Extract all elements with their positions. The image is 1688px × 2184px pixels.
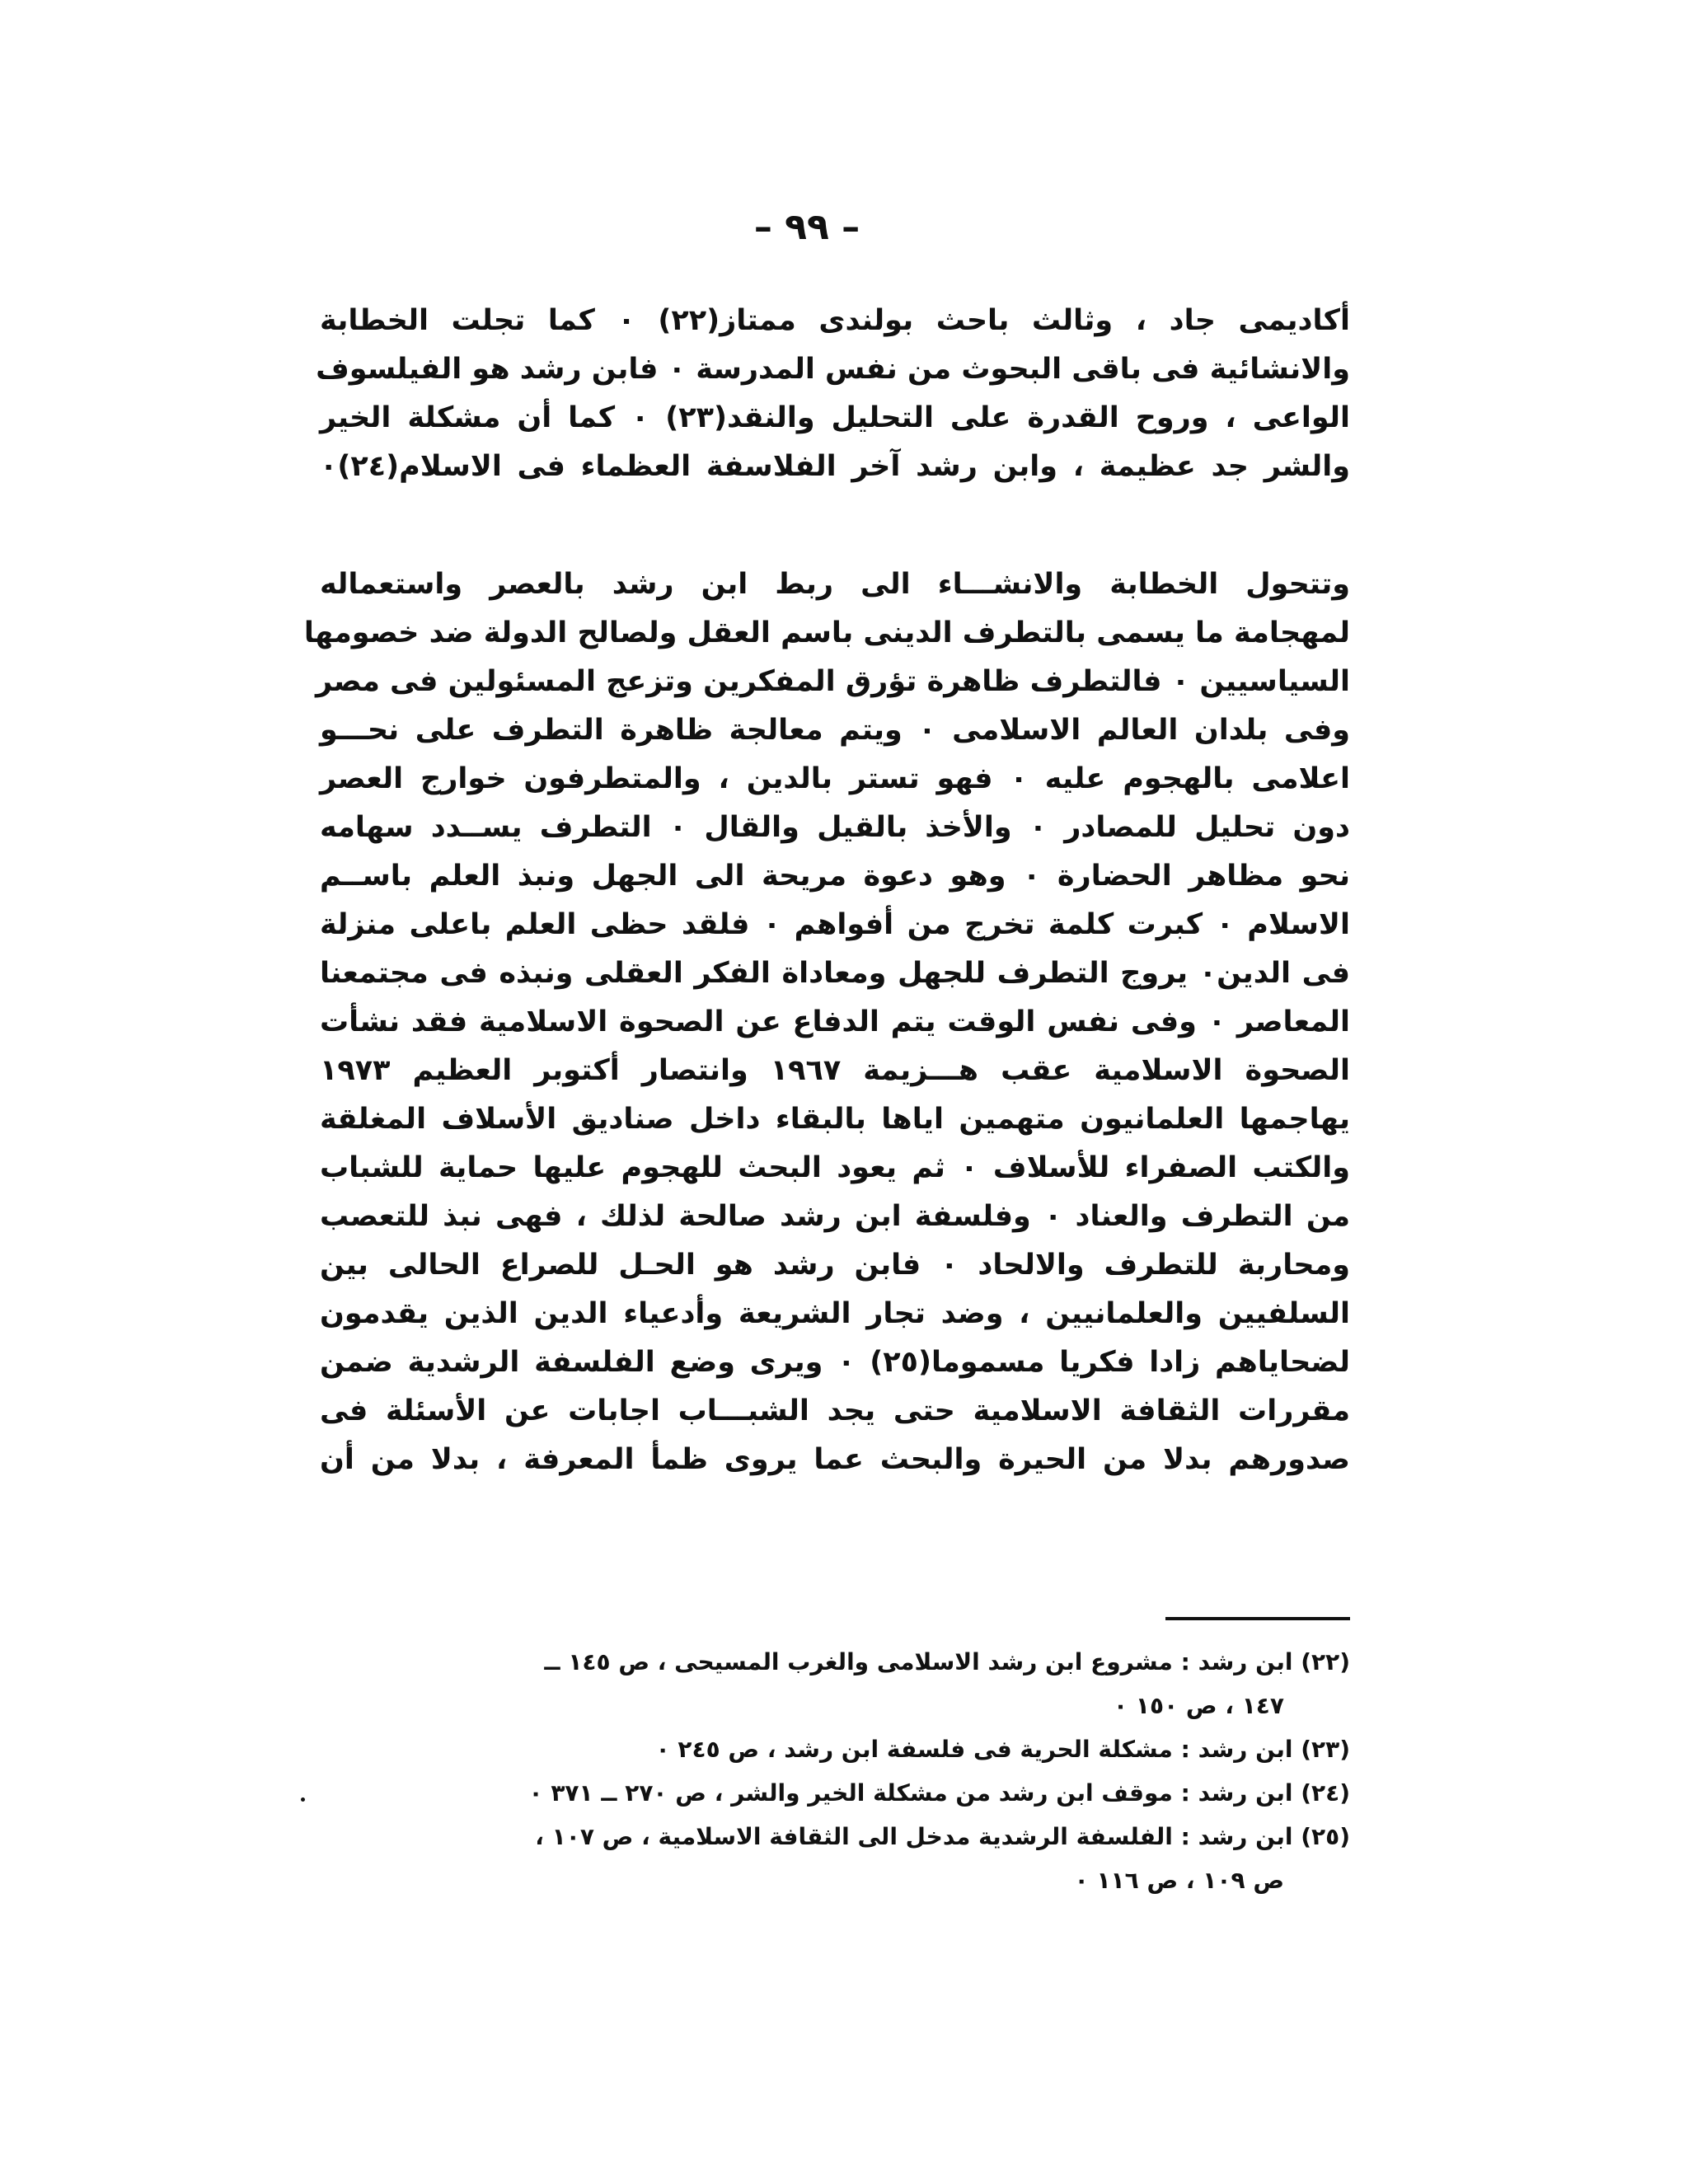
text-line: السياسيين ٠ فالتطرف ظاهرة تؤرق المفكرين وتزعج المسئولين فى مصر [315,665,1350,698]
page-number: – ٩٩ – [753,206,860,248]
text-line: نحو مظاهر الحضارة ٠ وهو دعوة مريحة الى الجهل ونبذ العلم باســم [320,860,1350,893]
text-line: يهاجمها العلمانيون متهمين اياها بالبقاء داخل صناديق الأسلاف المغلقة [320,1103,1350,1136]
text-line: والانشائية فى باقى البحوث من نفس المدرسة ٠ فابن رشد هو الفيلسوف [316,353,1350,386]
paragraph-2 [303,560,1351,1484]
text-line: دون تحليل للمصادر ٠ والأخذ بالقيل والقال ٠ التطرف يســدد سهامه [320,811,1350,844]
text-line: وتتحول الخطابة والانشـــاء الى ربط ابن رشد بالعصر واستعماله [320,568,1350,601]
text-line: اعلامى بالهجوم عليه ٠ فهو تستر بالدين ، والمتطرفون خوارج العصر [320,762,1350,795]
text-line: الواعى ، وروح القدرة على التحليل والنقد(٢٣) ٠ كما أن مشكلة الخير [320,401,1350,434]
paragraph-1 [316,297,1350,491]
footnote-22-continued: ١٤٧ ، ص ١٥٠ ٠ [1114,1692,1284,1719]
text-line: أكاديمى جاد ، وثالث باحث بولندى ممتاز(٢٢) ٠ كما تجلت الخطابة [320,304,1350,337]
text-line: ومحاربة للتطرف والالحاد ٠ فابن رشد هو الحـل للصراع الحالى بين [320,1249,1351,1282]
footnote-divider [1165,1617,1350,1620]
text-line: والشر جد عظيمة ، وابن رشد آخر الفلاسفة العظماء فى الاسلام(٢٤)٠ [320,450,1350,483]
footnote-25-continued: ص ١٠٩ ، ص ١١٦ ٠ [1074,1867,1284,1894]
text-line: السلفيين والعلمانيين ، وضد تجار الشريعة وأدعياء الدين الذين يقدمون [320,1297,1350,1330]
text-line: الصحوة الاسلامية عقب هـــزيمة ١٩٦٧ وانتصار أكتوبر العظيم ١٩٧٣ [320,1054,1351,1087]
text-line: وفى بلدان العالم الاسلامى ٠ ويتم معالجة ظاهرة التطرف على نحـــو [320,714,1350,747]
text-line: فى الدين٠ يروج التطرف للجهل ومعاداة الفكر العقلى ونبذه فى مجتمعنا [320,957,1350,990]
footnotes [320,1640,1350,1902]
text-line: والكتب الصفراء للأسلاف ٠ ثم يعود البحث للهجوم عليها حماية للشباب [320,1151,1350,1184]
text-line: الاسلام ٠ كبرت كلمة تخرج من أفواهم ٠ فلقد حظى العلم باعلى منزلة [320,908,1350,941]
text-line: صدورهم بدلا من الحيرة والبحث عما يروى ظمأ المعرفة ، بدلا من أن [320,1443,1350,1476]
footnote-22: (٢٢) ابن رشد : مشروع ابن رشد الاسلامى والغرب المسيحى ، ص ١٤٥ ــ [544,1648,1350,1675]
text-line: لضحاياهم زادا فكريا مسموما(٢٥) ٠ ويرى وضع الفلسفة الرشدية ضمن [320,1346,1351,1379]
footnote-24: (٢٤) ابن رشد : موقف ابن رشد من مشكلة الخير والشر ، ص ٢٧٠ ــ ٣٧١ ٠ [528,1779,1350,1807]
text-line: من التطرف والعناد ٠ وفلسفة ابن رشد صالحة لذلك ، فهى نبذ للتعصب [320,1200,1350,1233]
scan-speck [301,1797,305,1802]
footnote-23: (٢٣) ابن رشد : مشكلة الحرية فى فلسفة ابن رشد ، ص ٢٤٥ ٠ [655,1736,1350,1763]
footnote-25: (٢٥) ابن رشد : الفلسفة الرشدية مدخل الى الثقافة الاسلامية ، ص ١٠٧ ، [535,1823,1350,1850]
text-line: مقررات الثقافة الاسلامية حتى يجد الشبـــاب اجابات عن الأسئلة فى [320,1394,1350,1427]
text-line: المعاصر ٠ وفى نفس الوقت يتم الدفاع عن الصحوة الاسلامية فقد نشأت [320,1005,1351,1038]
text-line: لمهجامة ما يسمى بالتطرف الدينى باسم العقل ولصالح الدولة ضد خصومها [303,616,1350,649]
